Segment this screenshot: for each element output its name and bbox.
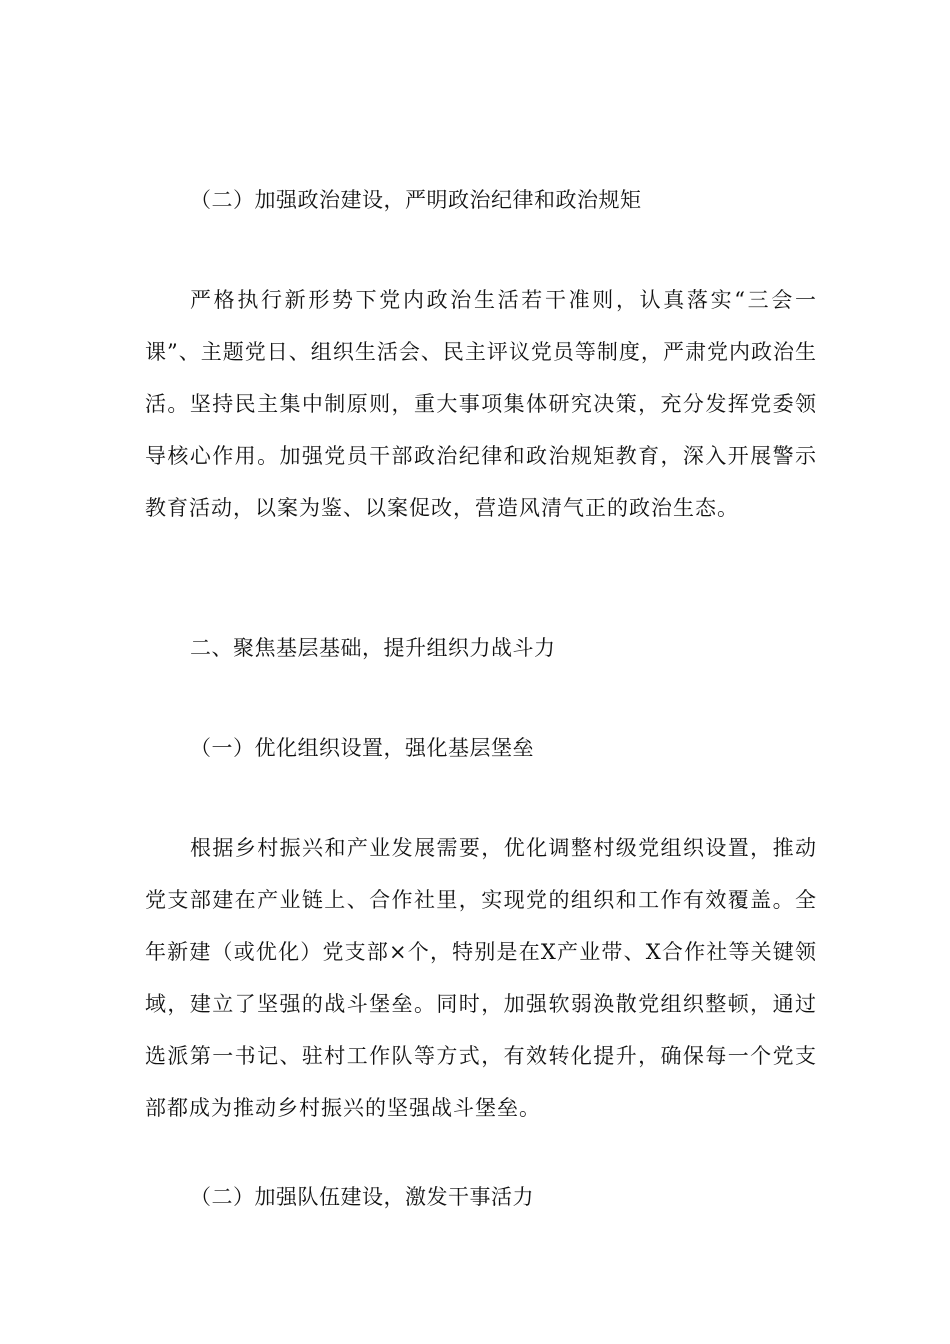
subheading-organization-setup: （一）优化组织设置，强化基层堡垒 (190, 736, 534, 760)
subheading-political-construction: （二）加强政治建设，严明政治纪律和政治规矩 (190, 188, 642, 212)
subheading-team-building: （二）加强队伍建设，激发干事活力 (190, 1185, 534, 1209)
section-heading-grassroots: 二、聚焦基层基础，提升组织力战斗力 (190, 636, 556, 660)
paragraph-organization-setup: 根据乡村振兴和产业发展需要，优化调整村级党组织设置，推动党支部建在产业链上、合作社里，实现党的组织和工作有效覆盖。全年新建（或优化）党支部×个，特别是在X产业带、X合作社等关键领域，建立了坚强的战斗堡垒。同时，加强软弱涣散党组织整顿，通过选派第一书记、驻村工作队等方式，有效转化提升，确保每一个党支部都成为推动乡村振兴的坚强战斗堡垒。 (145, 836, 817, 1120)
paragraph-political-construction: 严格执行新形势下党内政治生活若干准则，认真落实“三会一课”、主题党日、组织生活会、民主评议党员等制度，严肃党内政治生活。坚持民主集中制原则，重大事项集体研究决策，充分发挥党委领导核心作用。加强党员干部政治纪律和政治规矩教育，深入开展警示教育活动，以案为鉴、以案促改，营造风清气正的政治生态。 (145, 288, 817, 520)
